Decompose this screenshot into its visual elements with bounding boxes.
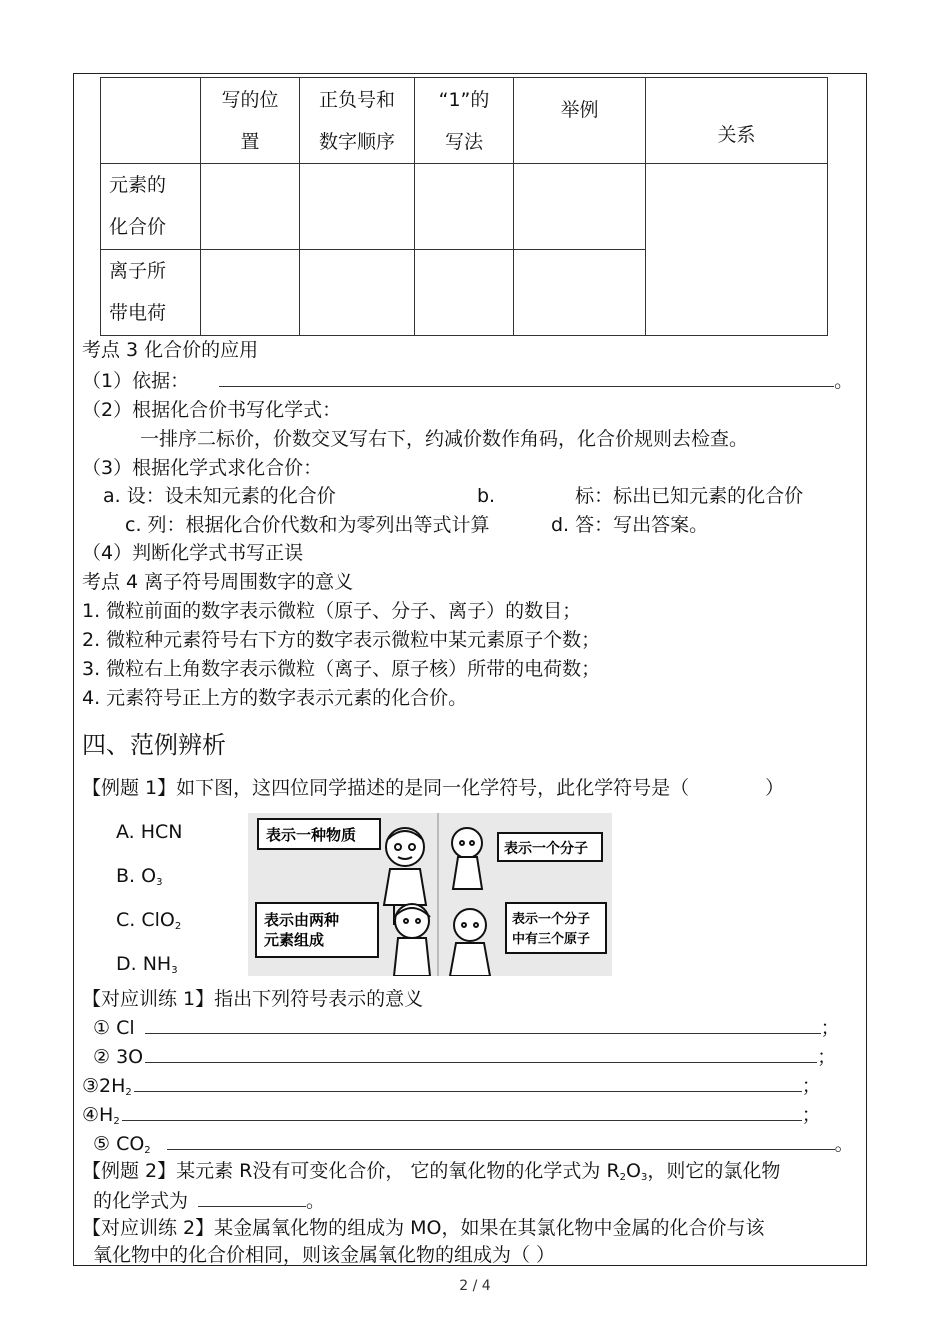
kp3-write-formula-detail: 一排序二标价，价数交叉写右下，约减价数作角码，化合价规则去检查。 bbox=[140, 428, 749, 450]
training2-line2: 氧化物中的化合价相同，则该金属氧化物的组成为（ ） bbox=[93, 1244, 556, 1266]
basis-blank[interactable] bbox=[219, 366, 834, 387]
kp3-step-b: b. 标：标出已知元素的化合价 bbox=[477, 485, 804, 507]
table-row bbox=[101, 164, 828, 250]
example2-line1: 【例题 2】某元素 R没有可变化合价， 它的氧化物的化学式为 $R_2O_3$，则它的氯化物 bbox=[82, 1160, 781, 1183]
table-header-row bbox=[101, 78, 828, 164]
kp3-find-valence: （3）根据化学式求化合价： bbox=[82, 457, 323, 479]
table-cell[interactable] bbox=[201, 164, 300, 250]
row-label-valence: 元素的 化合价 bbox=[101, 164, 201, 250]
table-cell[interactable] bbox=[300, 164, 415, 250]
table-cell[interactable] bbox=[415, 250, 514, 336]
training2-line1: 【对应训练 2】某金属氧化物的组成为 MO，如果在其氯化物中金属的化合价与该 bbox=[82, 1217, 765, 1239]
option-c[interactable]: C. ClO$_2$ bbox=[116, 909, 182, 932]
answer-blank[interactable] bbox=[122, 1100, 802, 1121]
student-figure bbox=[394, 904, 430, 976]
student-figure bbox=[450, 909, 490, 976]
kp3-step-d: d. 答：写出答案。 bbox=[551, 514, 709, 536]
answer-blank[interactable] bbox=[198, 1186, 306, 1207]
answer-blank[interactable] bbox=[167, 1129, 835, 1150]
option-a[interactable]: A. HCN bbox=[116, 821, 183, 843]
kp3-title: 考点 3 化合价的应用 bbox=[82, 339, 259, 361]
table-cell[interactable] bbox=[201, 250, 300, 336]
table-cell[interactable] bbox=[514, 164, 646, 250]
training1-item: $④H_2$ ； bbox=[82, 1100, 821, 1136]
header-position: 写的位 置 bbox=[201, 78, 300, 164]
answer-blank[interactable] bbox=[145, 1042, 817, 1063]
header-relation: 关系 bbox=[646, 78, 828, 164]
kp3-step-a: a. 设：设未知元素的化合价 bbox=[103, 485, 336, 507]
training1-title: 【对应训练 1】指出下列符号表示的意义 bbox=[82, 988, 424, 1010]
kp4-title: 考点 4 离子符号周围数字的意义 bbox=[82, 571, 354, 593]
header-sign-order: 正负号和 数字顺序 bbox=[300, 78, 415, 164]
option-b[interactable]: B. $O_3$ bbox=[116, 865, 163, 888]
bubble-text: 表示一个分子中有三个原子 bbox=[512, 912, 591, 947]
training1-item: ② 3O ； bbox=[93, 1042, 836, 1071]
table-corner-cell bbox=[101, 78, 201, 164]
relation-cell[interactable] bbox=[646, 164, 828, 336]
training1-item: $③2H_2$ ； bbox=[82, 1071, 821, 1107]
answer-blank[interactable] bbox=[134, 1071, 802, 1092]
kp3-write-formula: （2）根据化合价书写化学式： bbox=[82, 399, 342, 421]
students-cartoon bbox=[248, 813, 612, 976]
table-cell[interactable] bbox=[514, 250, 646, 336]
kp4-item: 1. 微粒前面的数字表示微粒（原子、分子、离子）的数目； bbox=[82, 600, 582, 622]
training1-item: ① Cl ； bbox=[93, 1013, 840, 1042]
header-example: 举例 bbox=[514, 78, 646, 164]
option-d[interactable]: D. $NH_3$ bbox=[116, 953, 178, 976]
header-one-writing: “1”的 写法 bbox=[415, 78, 514, 164]
kp4-item: 4. 元素符号正上方的数字表示元素的化合价。 bbox=[82, 687, 468, 709]
kp3-basis: （1）依据： 。 bbox=[82, 366, 853, 395]
table-cell[interactable] bbox=[300, 250, 415, 336]
kp4-item: 2. 微粒种元素符号右下方的数字表示微粒中某元素原子个数； bbox=[82, 629, 601, 651]
example2-line2: 的化学式为 。 bbox=[93, 1186, 325, 1215]
page-frame-top bbox=[73, 73, 867, 74]
kp4-item: 3. 微粒右上角数字表示微粒（离子、原子核）所带的电荷数； bbox=[82, 658, 601, 680]
section-title: 四、范例辨析 bbox=[82, 731, 226, 759]
answer-blank[interactable] bbox=[145, 1013, 821, 1034]
bubble-text: 表示由两种元素组成 bbox=[264, 911, 340, 949]
kp3-step-c: c. 列：根据化合价代数和为零列出等式计算 bbox=[125, 514, 490, 536]
valence-vs-charge-table bbox=[100, 77, 828, 336]
row-label-ion-charge: 离子所 带电荷 bbox=[101, 250, 201, 336]
bubble-text: 表示一个分子 bbox=[504, 841, 588, 857]
page-number: 2 / 4 bbox=[459, 1278, 491, 1294]
bubble-text: 表示一种物质 bbox=[266, 826, 357, 844]
table-cell[interactable] bbox=[415, 164, 514, 250]
training1-item: ⑤ $CO_2$ 。 bbox=[93, 1129, 854, 1165]
kp3-check-formula: （4）判断化学式书写正误 bbox=[82, 542, 304, 564]
example1-question: 【例题 1】如下图，这四位同学描述的是同一化学符号，此化学符号是（ ） bbox=[82, 777, 785, 799]
